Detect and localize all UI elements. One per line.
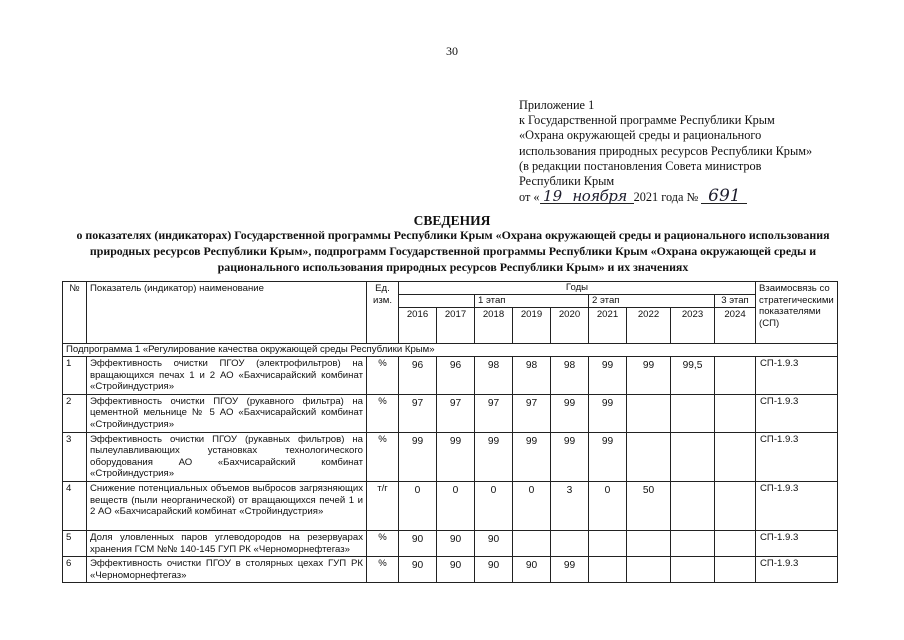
- page-number: 30: [446, 44, 458, 58]
- row-value: [671, 432, 715, 481]
- row-value: 90: [399, 557, 437, 583]
- header-year: 2024: [715, 308, 756, 344]
- table-row: [63, 394, 838, 432]
- handwritten-day: 19: [540, 189, 566, 204]
- row-value: 3: [551, 481, 589, 530]
- row-indicator: Доля уловленных паров углеводородов на резервуарах хранения ГСМ №№ 140-145 ГУП РК «Черноморнефтегаз»: [87, 530, 367, 556]
- header-unit: Ед. изм.: [367, 282, 399, 344]
- row-unit: т/г: [367, 481, 399, 530]
- row-value: 97: [399, 394, 437, 432]
- row-value: [589, 530, 627, 556]
- header-year: 2023: [671, 308, 715, 344]
- row-value: 99: [513, 432, 551, 481]
- row-value: [671, 530, 715, 556]
- row-sp: СП-1.9.3: [756, 432, 838, 481]
- row-value: [671, 481, 715, 530]
- row-value: [627, 557, 671, 583]
- row-value: 0: [475, 481, 513, 530]
- date-suffix: 2021 года №: [633, 190, 699, 205]
- document-title: СВЕДЕНИЯ: [413, 213, 491, 228]
- row-value: 0: [437, 481, 475, 530]
- row-value: 99: [551, 557, 589, 583]
- row-num: 3: [63, 432, 87, 481]
- row-indicator: Эффективность очистки ПГОУ (электрофильтров) на вращающихся печах 1 и 2 АО «Бахчисарайский комбинат «Стройиндустрия»: [87, 357, 367, 395]
- row-indicator: Эффективность очистки ПГОУ (рукавного фильтра) на цементной мельнице № 5 АО «Бахчисарайский комбинат «Стройиндустрия»: [87, 394, 367, 432]
- row-value: 90: [513, 557, 551, 583]
- table-row: [63, 481, 838, 530]
- row-sp: СП-1.9.3: [756, 530, 838, 556]
- table-row: [63, 557, 838, 583]
- row-unit: %: [367, 557, 399, 583]
- row-value: 99: [589, 357, 627, 395]
- header-year: 2016: [399, 308, 437, 344]
- handwritten-month: ноября: [566, 189, 634, 204]
- row-unit: %: [367, 530, 399, 556]
- row-value: 90: [475, 530, 513, 556]
- appendix-line: «Охрана окружающей среды и рационального: [519, 128, 762, 143]
- appendix-date-line: [519, 186, 879, 207]
- row-unit: %: [367, 357, 399, 395]
- header-year: 2019: [513, 308, 551, 344]
- row-value: 99: [551, 394, 589, 432]
- row-value: 99,5: [671, 357, 715, 395]
- header-year: 2021: [589, 308, 627, 344]
- row-value: [715, 432, 756, 481]
- appendix-line: использования природных ресурсов Республики Крым»: [519, 143, 813, 158]
- row-value: 96: [437, 357, 475, 395]
- row-value: 99: [399, 432, 437, 481]
- row-value: 90: [475, 557, 513, 583]
- row-num: 2: [63, 394, 87, 432]
- row-value: [715, 394, 756, 432]
- row-value: 90: [399, 530, 437, 556]
- row-value: 98: [551, 357, 589, 395]
- row-value: 98: [475, 357, 513, 395]
- header-num: №: [63, 282, 87, 344]
- row-sp: СП-1.9.3: [756, 557, 838, 583]
- row-value: [671, 557, 715, 583]
- header-stage-2: 2 этап: [589, 295, 715, 308]
- header-stage-1: 1 этап: [475, 295, 589, 308]
- row-value: 50: [627, 481, 671, 530]
- row-num: 4: [63, 481, 87, 530]
- row-value: 99: [589, 394, 627, 432]
- row-value: [551, 530, 589, 556]
- row-value: [589, 557, 627, 583]
- header-year: 2017: [437, 308, 475, 344]
- row-value: 97: [437, 394, 475, 432]
- indicators-table: [62, 281, 838, 583]
- header-year: 2022: [627, 308, 671, 344]
- row-value: [627, 530, 671, 556]
- header-stage-3: 3 этап: [715, 295, 756, 308]
- row-sp: СП-1.9.3: [756, 357, 838, 395]
- row-value: [627, 432, 671, 481]
- row-sp: СП-1.9.3: [756, 481, 838, 530]
- document-subtitle: о показателях (индикаторах) Государственной программы Республики Крым «Охрана окружающей среды и рационального использования природных ресурсов Республики Крым», подпрограмм Государственной программы Республики Крым «Охрана окружающей среды и рационального использования природных ресурсов Республики Крым» и их значениях: [76, 228, 830, 274]
- header-year: 2020: [551, 308, 589, 344]
- row-value: 98: [513, 357, 551, 395]
- appendix-block: [519, 98, 879, 205]
- row-num: 5: [63, 530, 87, 556]
- row-num: 6: [63, 557, 87, 583]
- row-indicator: Эффективность очистки ПГОУ (рукавных фильтров) на пылеулавливающих установках технологического оборудования АО «Бахчисарайский комбинат «Стройиндустрия»: [87, 432, 367, 481]
- row-value: 99: [627, 357, 671, 395]
- header-link: Взаимосвязь со стратегическими показателями (СП): [756, 282, 838, 344]
- row-value: [715, 357, 756, 395]
- row-value: [627, 394, 671, 432]
- row-value: 99: [475, 432, 513, 481]
- table-row: [63, 357, 838, 395]
- row-value: [671, 394, 715, 432]
- row-value: 0: [399, 481, 437, 530]
- row-value: 0: [589, 481, 627, 530]
- subprogram-row: Подпрограмма 1 «Регулирование качества окружающей среды Республики Крым»: [63, 344, 838, 357]
- row-value: 99: [437, 432, 475, 481]
- row-unit: %: [367, 394, 399, 432]
- table-row: [63, 530, 838, 556]
- date-prefix: от «: [519, 190, 540, 205]
- row-value: [513, 530, 551, 556]
- appendix-line: Приложение 1: [519, 98, 595, 112]
- row-value: [715, 530, 756, 556]
- table-row: [63, 432, 838, 481]
- row-unit: %: [367, 432, 399, 481]
- row-value: 90: [437, 530, 475, 556]
- appendix-line: к Государственной программе Республики Крым: [519, 113, 775, 128]
- row-num: 1: [63, 357, 87, 395]
- row-value: 90: [437, 557, 475, 583]
- header-years: Годы: [399, 282, 756, 295]
- row-sp: СП-1.9.3: [756, 394, 838, 432]
- row-value: 99: [551, 432, 589, 481]
- row-value: 99: [589, 432, 627, 481]
- row-value: 97: [513, 394, 551, 432]
- row-value: 97: [475, 394, 513, 432]
- row-indicator: Снижение потенциальных объемов выбросов загрязняющих веществ (пыли неорганической) от вращающихся печей 1 и 2 АО «Бахчисарайский комбинат «Стройиндустрия»: [87, 481, 367, 530]
- handwritten-doc-number: 691: [701, 189, 747, 204]
- row-indicator: Эффективность очистки ПГОУ в столярных цехах ГУП РК «Черноморнефтегаз»: [87, 557, 367, 583]
- appendix-line: (в редакции постановления Совета министров: [519, 158, 762, 173]
- row-value: [715, 481, 756, 530]
- row-value: [715, 557, 756, 583]
- row-value: 0: [513, 481, 551, 530]
- appendix-line: Республики Крым: [519, 174, 615, 189]
- row-value: 96: [399, 357, 437, 395]
- header-indicator: Показатель (индикатор) наименование: [87, 282, 367, 344]
- header-year: 2018: [475, 308, 513, 344]
